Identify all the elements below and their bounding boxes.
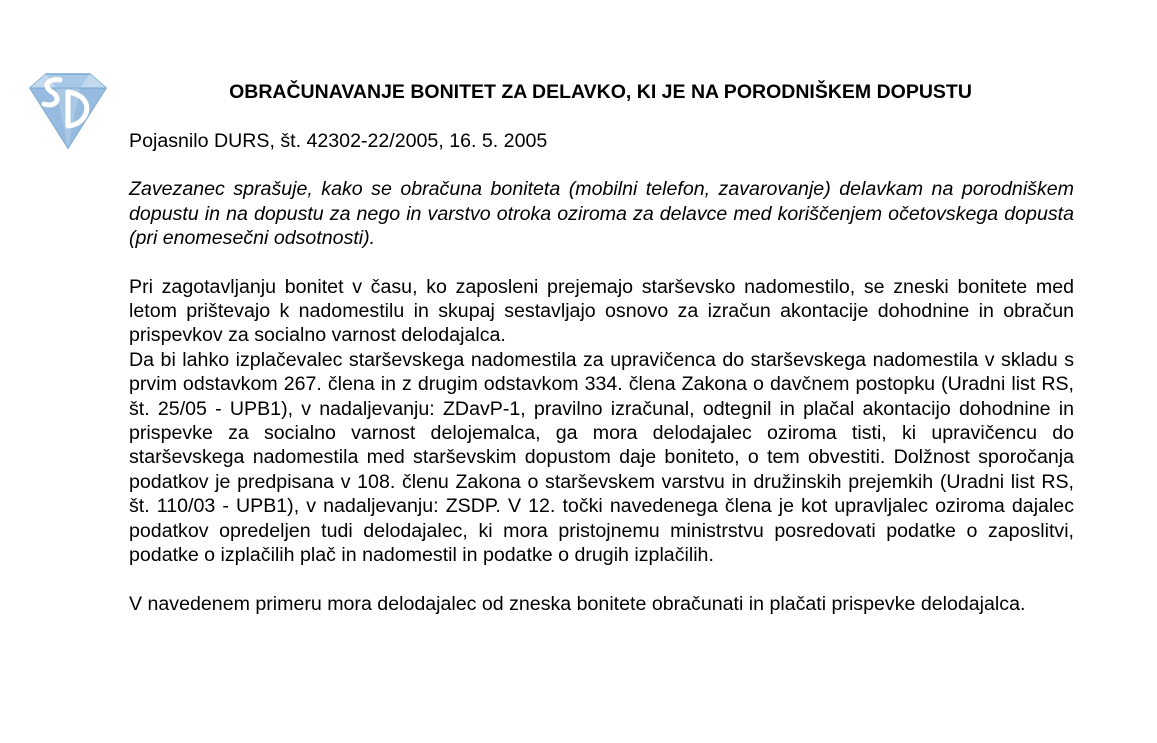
paragraph-obvescanje: Da bi lahko izplačevalec starševskega nadomestila za upravičenca do starševskega nadomestila v skladu s prvim odstavkom 267. člena in z drugim odstavkom 334. člena Zakona o davčnem postopku (Uradni list RS, št. 25/05 - UPB1), v nadaljevanju: ZDavP-1, pravilno izračunal, odtegnil in plačal akontacijo dohodnine in prispevke za socialno varnost delojemalca, ga mora delodajalec oziroma tisti, ki upravičencu do starševskega nadomestila med starševskim dopustom daje boniteto, o tem obvestiti. Dolžnost sporočanja podatkov je predpisana v 108. členu Zakona o starševskem varstvu in družinskih prejemkih (Uradni list RS, št. 110/03 - UPB1), v nadaljevanju: ZSDP. V 12. točki navedenega člena je kot upravljalec oziroma dajalec podatkov opredeljen tudi delodajalec, ki mora pristojnemu ministrstvu posredovati podatke o zaposlitvi, podatke o izplačilih plač in nadomestil in podatke o drugih izplačilih. [129, 348, 1074, 567]
sd-diamond-logo-icon [26, 70, 110, 152]
document-body [129, 129, 1074, 616]
document-question: Zavezanec sprašuje, kako se obračuna boniteta (mobilni telefon, zavarovanje) delavkam na porodniškem dopustu in na dopustu za nego in varstvo otroka oziroma za delavce med koriščenjem očetovskega dopusta (pri enomesečni odsotnosti). [129, 178, 1074, 250]
paragraph-zakljucek: V navedenem primeru mora delodajalec od zneska bonitete obračunati in plačati prispevke delodajalca. [129, 592, 1026, 615]
document-source: Pojasnilo DURS, št. 42302-22/2005, 16. 5. 2005 [129, 130, 548, 152]
document-title: OBRAČUNAVANJE BONITET ZA DELAVKO, KI JE NA PORODNIŠKEM DOPUSTU [229, 81, 972, 103]
sd-logo [26, 70, 110, 152]
paragraph-bonitete: Pri zagotavljanju bonitet v času, ko zaposleni prejemajo starševsko nadomestilo, se zneski bonitete med letom prištevajo k nadomestilu in skupaj sestavljajo osnovo za izračun akontacije dohodnine in obračun prispevkov za socialno varnost delodajalca. [129, 275, 1074, 347]
